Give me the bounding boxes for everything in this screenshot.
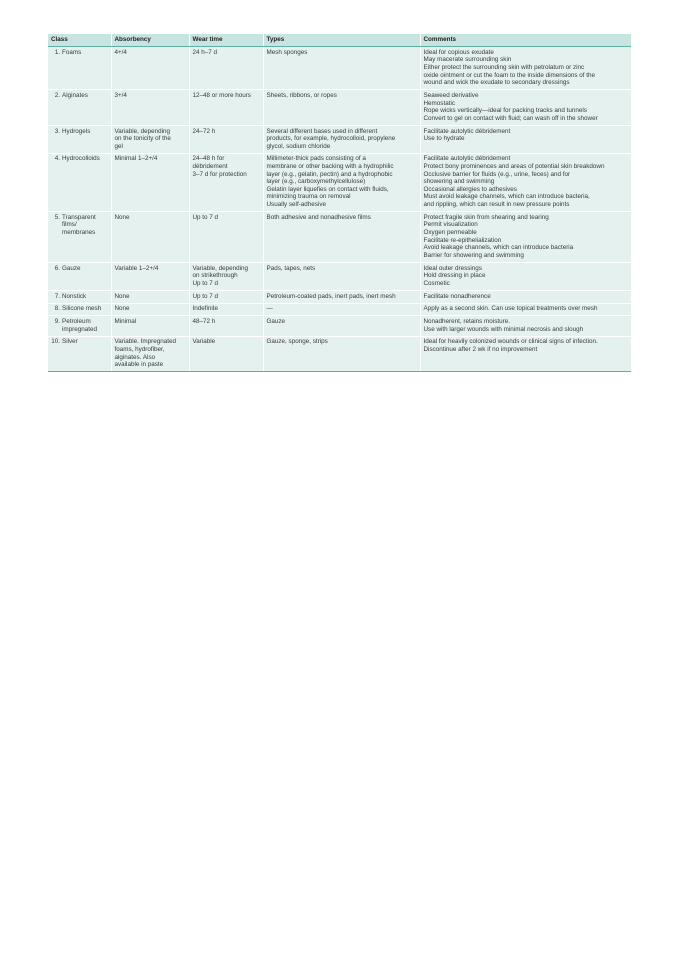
class-name-line: Transparent bbox=[62, 213, 96, 221]
comments-line: Occlusive barrier for fluids (e.g., urine, feces) and for bbox=[423, 170, 571, 178]
absorbency-cell bbox=[111, 290, 189, 303]
types-line: Several different bases used in different bbox=[266, 127, 378, 135]
types-line: products, for example, hydrocolloid, propylene bbox=[266, 135, 396, 143]
wear-time-cell bbox=[189, 262, 263, 290]
wear-line: 3–7 d for protection bbox=[192, 170, 247, 178]
table-body bbox=[48, 47, 631, 372]
wear-line: on strikethrough bbox=[192, 272, 238, 280]
class-cell bbox=[48, 316, 111, 336]
wear-time-cell bbox=[189, 153, 263, 211]
header-wear-time: Wear time bbox=[189, 34, 263, 47]
types-line: Usually self-adhesive bbox=[266, 201, 326, 209]
class-name-line: Petroleum bbox=[62, 318, 91, 326]
row-number: 9. bbox=[54, 318, 60, 326]
dressing-classes-table-container bbox=[48, 34, 631, 372]
table-row bbox=[48, 212, 631, 263]
comments-line: showering and swimming bbox=[423, 178, 495, 186]
types-line: glycol, sodium chloride bbox=[266, 142, 331, 150]
types-cell bbox=[263, 316, 420, 336]
absorbency-line: available in paste bbox=[114, 361, 164, 369]
class-cell bbox=[48, 336, 111, 372]
comments-line: Apply as a second skin. Can use topical treatments over mesh bbox=[423, 305, 598, 313]
types-line: Gelatin layer liquefies on contact with fluids, bbox=[266, 185, 389, 193]
absorbency-line: Variable 1–2+/4 bbox=[114, 264, 159, 272]
wear-line: 24–72 h bbox=[192, 127, 216, 135]
class-cell bbox=[48, 303, 111, 316]
absorbency-cell bbox=[111, 125, 189, 153]
comments-line: Discontinue after 2 wk if no improvement bbox=[423, 346, 538, 354]
types-line: — bbox=[266, 305, 273, 313]
class-name bbox=[62, 265, 108, 273]
class-cell bbox=[48, 290, 111, 303]
comments-line: Avoid leakage channels, which can introduce bacteria bbox=[423, 244, 574, 252]
class-name bbox=[62, 49, 108, 57]
absorbency-line: gel bbox=[114, 142, 123, 150]
comments-line: oxide ointment or cut the foam to the inside dimensions of the bbox=[423, 71, 596, 79]
wear-line: 24 h–7 d bbox=[192, 48, 218, 56]
comments-line: Facilitate re-epithelialization bbox=[423, 236, 502, 244]
class-name-line: Silver bbox=[62, 338, 78, 346]
absorbency-cell bbox=[111, 336, 189, 372]
comments-cell bbox=[420, 290, 631, 303]
comments-cell bbox=[420, 262, 631, 290]
class-name-line: Alginates bbox=[62, 91, 88, 99]
wear-time-cell bbox=[189, 47, 263, 90]
row-number: 6. bbox=[54, 264, 60, 272]
comments-cell bbox=[420, 153, 631, 211]
comments-cell bbox=[420, 316, 631, 336]
types-cell bbox=[263, 262, 420, 290]
wear-time-cell bbox=[189, 316, 263, 336]
comments-line: Ideal for copious exudate bbox=[423, 48, 494, 56]
class-name-line: Hydrogels bbox=[62, 127, 91, 135]
comments-line: Rope wicks vertically—ideal for packing tracks and tunnels bbox=[423, 107, 587, 115]
header-types: Types bbox=[263, 34, 420, 47]
comments-line: Cosmetic bbox=[423, 279, 450, 287]
wear-line: Indefinite bbox=[192, 305, 219, 313]
class-name-line: impregnated bbox=[62, 325, 98, 333]
absorbency-cell bbox=[111, 47, 189, 90]
absorbency-line: foams, hydrofiber, bbox=[114, 346, 165, 354]
wear-line: 12–48 or more hours bbox=[192, 91, 251, 99]
comments-line: Facilitate autolytic débridement bbox=[423, 155, 511, 163]
wear-line: 48–72 h bbox=[192, 318, 216, 326]
wear-line: Up to 7 d bbox=[192, 279, 219, 287]
row-number: 7. bbox=[54, 292, 60, 300]
class-name bbox=[62, 305, 108, 313]
types-line: Millimeter-thick pads consisting of a bbox=[266, 155, 366, 163]
absorbency-line: on the tonicity of the bbox=[114, 135, 171, 143]
header-absorbency: Absorbency bbox=[111, 34, 189, 47]
comments-line: Facilitate nonadherence bbox=[423, 292, 491, 300]
class-name bbox=[62, 214, 108, 237]
types-cell bbox=[263, 212, 420, 263]
absorbency-line: Minimal 1–2+/4 bbox=[114, 155, 158, 163]
absorbency-line: None bbox=[114, 292, 130, 300]
class-name bbox=[62, 318, 108, 333]
types-cell bbox=[263, 303, 420, 316]
absorbency-line: None bbox=[114, 305, 130, 313]
absorbency-cell bbox=[111, 316, 189, 336]
comments-line: Occasional allergies to adhesives bbox=[423, 185, 517, 193]
comments-line: May macerate surrounding skin bbox=[423, 56, 512, 64]
types-line: Petroleum-coated pads, inert pads, inert mesh bbox=[266, 292, 396, 300]
types-line: Sheets, ribbons, or ropes bbox=[266, 91, 337, 99]
table-row bbox=[48, 153, 631, 211]
comments-line: Protect bony prominences and areas of potential skin breakdown bbox=[423, 163, 605, 171]
wear-time-cell bbox=[189, 90, 263, 126]
absorbency-line: 3+/4 bbox=[114, 91, 127, 99]
comments-line: Protect fragile skin from shearing and tearing bbox=[423, 213, 549, 221]
row-number: 10. bbox=[51, 338, 60, 346]
comments-cell bbox=[420, 90, 631, 126]
types-cell bbox=[263, 153, 420, 211]
absorbency-line: Variable, depending bbox=[114, 127, 171, 135]
class-name bbox=[62, 293, 108, 301]
class-name-line: Hydrocolloids bbox=[62, 155, 100, 163]
types-line: minimizing trauma on removal bbox=[266, 193, 351, 201]
header-class: Class bbox=[48, 34, 111, 47]
types-cell bbox=[263, 47, 420, 90]
comments-cell bbox=[420, 303, 631, 316]
table-row bbox=[48, 316, 631, 336]
class-name bbox=[62, 338, 108, 346]
comments-line: Hold dressing in place bbox=[423, 272, 486, 280]
absorbency-cell bbox=[111, 212, 189, 263]
table-row bbox=[48, 90, 631, 126]
row-number: 4. bbox=[54, 155, 60, 163]
wear-line: Up to 7 d bbox=[192, 213, 219, 221]
comments-line: Hemostatic bbox=[423, 99, 455, 107]
absorbency-cell bbox=[111, 262, 189, 290]
wear-time-cell bbox=[189, 336, 263, 372]
class-cell bbox=[48, 47, 111, 90]
absorbency-line: None bbox=[114, 213, 130, 221]
absorbency-line: 4+/4 bbox=[114, 48, 127, 56]
row-number: 3. bbox=[54, 127, 60, 135]
row-number: 5. bbox=[54, 213, 60, 221]
absorbency-line: alginates. Also bbox=[114, 353, 156, 361]
class-name-line: Foams bbox=[62, 48, 82, 56]
absorbency-line: Minimal bbox=[114, 318, 137, 326]
table-row bbox=[48, 336, 631, 372]
wear-line: Up to 7 d bbox=[192, 292, 219, 300]
comments-cell bbox=[420, 212, 631, 263]
types-line: Gauze, sponge, strips bbox=[266, 338, 328, 346]
class-cell bbox=[48, 153, 111, 211]
comments-line: Either protect the surrounding skin with petrolatum or zinc bbox=[423, 63, 585, 71]
comments-line: Use with larger wounds with minimal necrosis and slough bbox=[423, 325, 584, 333]
comments-line: wound and wick the exudate to secondary dressings bbox=[423, 79, 570, 87]
absorbency-line: Variable. Impregnated bbox=[114, 338, 176, 346]
table-row bbox=[48, 262, 631, 290]
comments-line: Ideal outer dressings bbox=[423, 264, 482, 272]
class-cell bbox=[48, 262, 111, 290]
comments-line: Ideal for heavily colonized wounds or clinical signs of infection. bbox=[423, 338, 598, 346]
table-row bbox=[48, 125, 631, 153]
wear-time-cell bbox=[189, 125, 263, 153]
row-number: 1. bbox=[54, 48, 60, 56]
absorbency-cell bbox=[111, 153, 189, 211]
comments-line: Permit visualization bbox=[423, 221, 478, 229]
row-number: 8. bbox=[54, 305, 60, 313]
wear-time-cell bbox=[189, 212, 263, 263]
comments-line: Facilitate autolytic débridement bbox=[423, 127, 511, 135]
types-line: Mesh sponges bbox=[266, 48, 308, 56]
wear-line: Variable bbox=[192, 338, 216, 346]
class-name-line: Gauze bbox=[62, 264, 81, 272]
comments-line: and rippling, which can result in new pressure points bbox=[423, 201, 570, 209]
class-cell bbox=[48, 212, 111, 263]
class-name-line: Silicone mesh bbox=[62, 305, 102, 313]
comments-cell bbox=[420, 47, 631, 90]
absorbency-cell bbox=[111, 90, 189, 126]
wear-time-cell bbox=[189, 303, 263, 316]
wear-line: Variable, depending bbox=[192, 264, 249, 272]
table-row bbox=[48, 47, 631, 90]
comments-line: Seaweed derivative bbox=[423, 91, 479, 99]
comments-line: Must avoid leakage channels, which can introduce bacteria, bbox=[423, 193, 590, 201]
types-cell bbox=[263, 290, 420, 303]
table-row bbox=[48, 303, 631, 316]
class-name-line: Nonstick bbox=[62, 292, 87, 300]
class-cell bbox=[48, 125, 111, 153]
dressing-classes-table bbox=[48, 34, 631, 372]
comments-line: Oxygen permeable bbox=[423, 229, 477, 237]
row-number: 2. bbox=[54, 91, 60, 99]
types-line: Gauze bbox=[266, 318, 286, 326]
types-line: Pads, tapes, nets bbox=[266, 264, 316, 272]
comments-cell bbox=[420, 336, 631, 372]
types-cell bbox=[263, 336, 420, 372]
types-line: layer (e.g., gelatin, pectin) and a hydrophobic bbox=[266, 170, 393, 178]
comments-line: Nonadherent, retains moisture. bbox=[423, 318, 510, 326]
comments-line: Barrier for showering and swimming bbox=[423, 251, 524, 259]
class-name bbox=[62, 128, 108, 136]
types-line: Both adhesive and nonadhesive films bbox=[266, 213, 371, 221]
table-header-row bbox=[48, 34, 631, 47]
class-cell bbox=[48, 90, 111, 126]
wear-line: débridement bbox=[192, 163, 228, 171]
types-cell bbox=[263, 90, 420, 126]
class-name bbox=[62, 155, 108, 163]
comments-line: Use to hydrate bbox=[423, 135, 465, 143]
absorbency-cell bbox=[111, 303, 189, 316]
comments-cell bbox=[420, 125, 631, 153]
types-cell bbox=[263, 125, 420, 153]
types-line: layer (e.g., carboxymethylcellulose) bbox=[266, 178, 366, 186]
class-name-line: films/ bbox=[62, 221, 77, 229]
table-row bbox=[48, 290, 631, 303]
comments-line: Convert to gel on contact with fluid; can wash off in the shower bbox=[423, 114, 598, 122]
header-comments: Comments bbox=[420, 34, 631, 47]
wear-line: 24–48 h for bbox=[192, 155, 225, 163]
class-name-line: membranes bbox=[62, 229, 96, 237]
types-line: membrane or other backing with a hydrophilic bbox=[266, 163, 394, 171]
wear-time-cell bbox=[189, 290, 263, 303]
class-name bbox=[62, 92, 108, 100]
